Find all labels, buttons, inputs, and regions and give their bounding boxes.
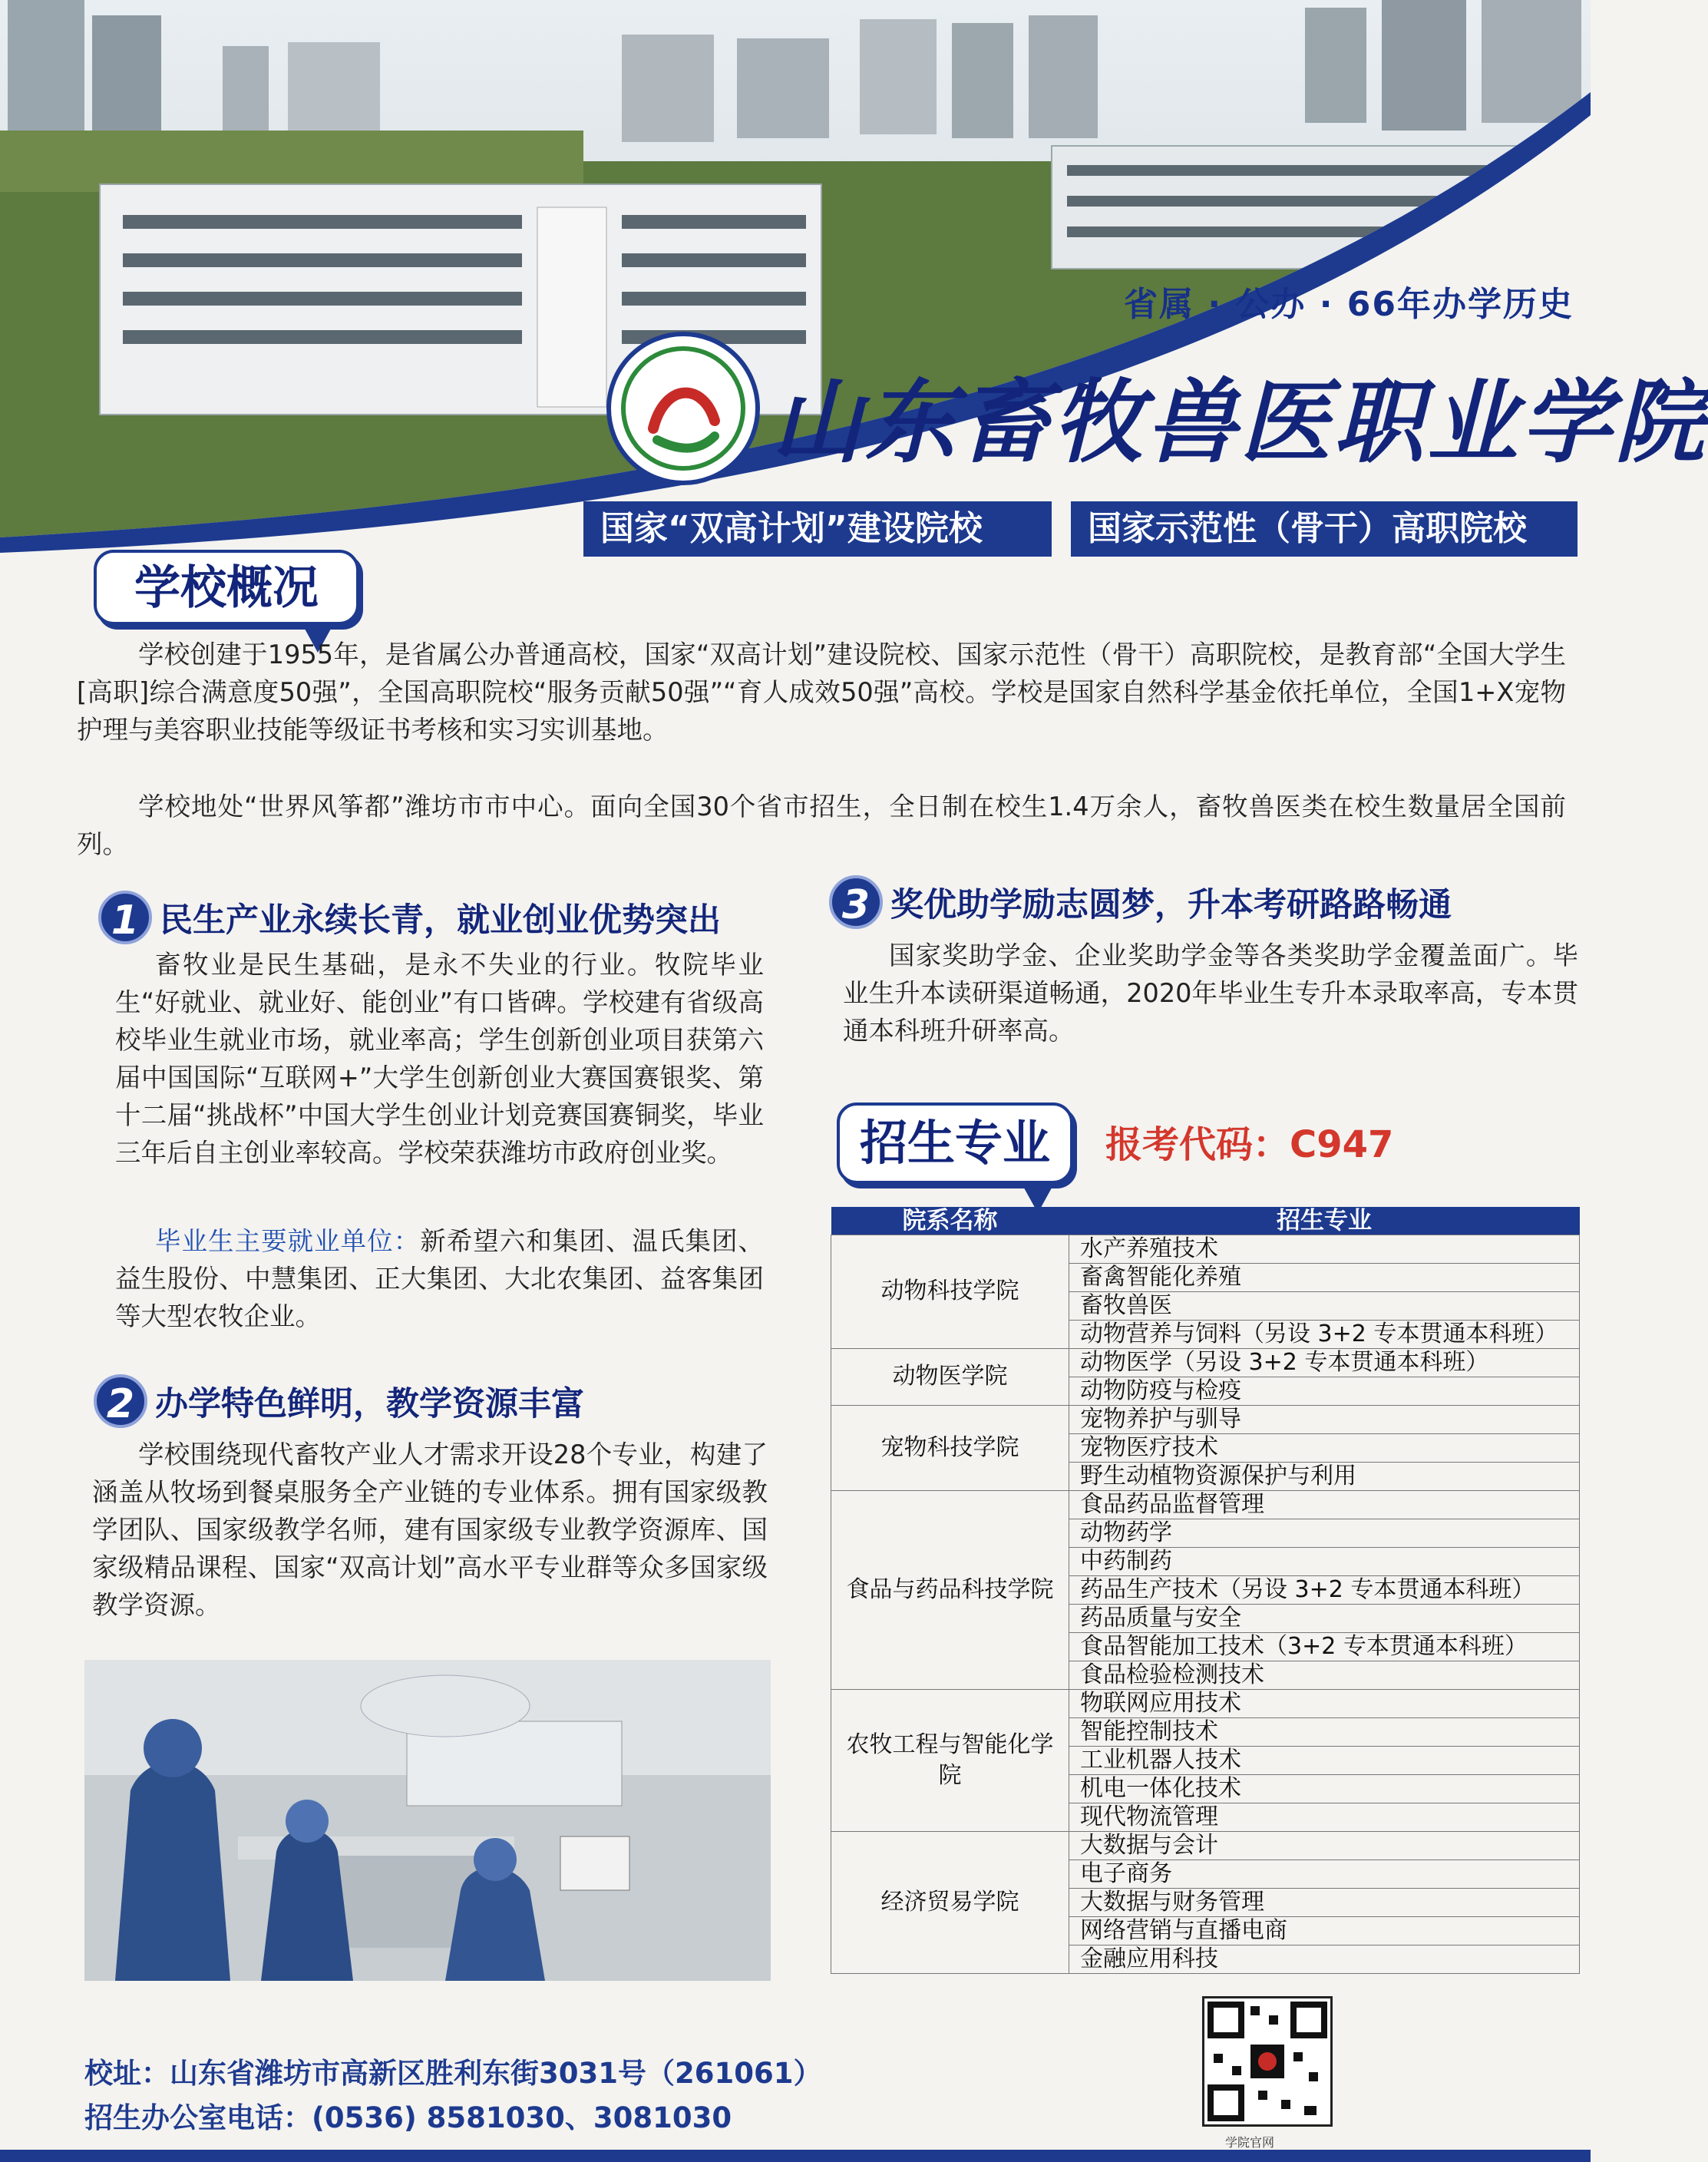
section-3-title: 奖优助学励志圆梦，升本考研路路畅通 <box>890 885 1452 924</box>
section-2-title: 办学特色鲜明，教学资源丰富 <box>155 1384 584 1423</box>
dept-name-cell: 经济贸易学院 <box>831 1831 1069 1973</box>
major-cell: 药品质量与安全 <box>1069 1604 1580 1632</box>
dept-name-cell: 动物医学院 <box>831 1348 1069 1405</box>
major-cell: 宠物养护与驯导 <box>1069 1405 1580 1433</box>
slogan: 省属 · 公办 · 66年办学历史 <box>1124 285 1574 324</box>
section-3-body: 国家奖助学金、企业奖助学金等各类奖助学金覆盖面广。毕业生升本读研渠道畅通，2020年毕业生专升本录取率高，专本贯通本科班升研率高。 <box>843 941 1578 1046</box>
application-code: 报考代码：C947 <box>1105 1123 1394 1166</box>
column-header-major: 招生专业 <box>1069 1207 1580 1235</box>
major-cell: 畜牧兽医 <box>1069 1291 1580 1320</box>
employers-label: 毕业生主要就业单位： <box>155 1226 421 1256</box>
school-logo <box>606 332 760 485</box>
major-cell: 野生动植物资源保护与利用 <box>1069 1462 1580 1490</box>
dept-name-cell: 食品与药品科技学院 <box>831 1490 1069 1689</box>
major-cell: 工业机器人技术 <box>1069 1746 1580 1774</box>
qr-label: 学院官网 <box>1225 2135 1275 2150</box>
table-header <box>831 1207 1580 1235</box>
major-cell: 食品智能加工技术（3+2 专本贯通本科班） <box>1069 1632 1580 1661</box>
surgery-photo <box>84 1660 771 1981</box>
section-2-body: 学校围绕现代畜牧产业人才需求开设28个专业，构建了涵盖从牧场到餐桌服务全产业链的专业体系。拥有国家级教学团队、国家级教学名师，建有国家级专业教学资源库、国家级精品课程、国家“双高计划”高水平专业群等众多国家级教学资源。 <box>92 1440 768 1620</box>
major-cell: 食品药品监督管理 <box>1069 1490 1580 1519</box>
section-1-heading <box>98 891 721 944</box>
major-cell: 水产养殖技术 <box>1069 1235 1580 1263</box>
section-1-employers <box>115 1222 764 1335</box>
number-2-icon: 2 <box>94 1374 147 1428</box>
major-cell: 动物防疫与检疫 <box>1069 1377 1580 1405</box>
major-cell: 中药制药 <box>1069 1547 1580 1575</box>
major-cell: 药品生产技术（另设 3+2 专本贯通本科班） <box>1069 1575 1580 1604</box>
table-row <box>831 1689 1580 1717</box>
major-cell: 动物营养与饲料（另设 3+2 专本贯通本科班） <box>1069 1320 1580 1348</box>
admissions-phone: 招生办公室电话：(0536) 8581030、3081030 <box>84 2101 732 2134</box>
majors-table <box>831 1207 1580 1974</box>
major-cell: 机电一体化技术 <box>1069 1774 1580 1803</box>
qr-code-icon <box>1202 1996 1333 2127</box>
table-row <box>831 1831 1580 1860</box>
major-cell: 食品检验检测技术 <box>1069 1661 1580 1689</box>
major-cell: 物联网应用技术 <box>1069 1689 1580 1717</box>
major-cell: 智能控制技术 <box>1069 1717 1580 1746</box>
major-cell: 宠物医疗技术 <box>1069 1433 1580 1462</box>
table-row <box>831 1405 1580 1433</box>
badge-double-high: 国家“双高计划”建设院校 <box>583 501 1052 557</box>
section-1-body: 畜牧业是民生基础，是永不失业的行业。牧院毕业生“好就业、就业好、能创业”有口皆碑。学校建有省级高校毕业生就业市场，就业率高；学生创新创业项目获第六届中国国际“互联网+”大学生创新创业大赛国赛银奖、第十二届“挑战杯”中国大学生创业计划竞赛国赛铜奖，毕业三年后自主创业率较高。学校荣获潍坊市政府创业奖。 <box>115 950 764 1168</box>
dept-name-cell: 农牧工程与智能化学院 <box>831 1689 1069 1831</box>
major-cell: 动物药学 <box>1069 1519 1580 1547</box>
major-cell: 大数据与会计 <box>1069 1831 1580 1860</box>
major-cell: 电子商务 <box>1069 1860 1580 1888</box>
section-2-heading <box>94 1374 584 1428</box>
table-row <box>831 1490 1580 1519</box>
table-row <box>831 1348 1580 1377</box>
number-1-icon: 1 <box>98 891 152 944</box>
dept-name-cell: 动物科技学院 <box>831 1235 1069 1348</box>
bottom-strip <box>0 2150 1591 2162</box>
number-3-icon: 3 <box>829 875 883 929</box>
address: 校址：山东省潍坊市高新区胜利东街3031号（261061） <box>84 2057 822 2090</box>
section-1-title: 民生产业永续长青，就业创业优势突出 <box>160 901 721 940</box>
school-name: 山东畜牧兽医职业学院 <box>771 369 1708 475</box>
major-cell: 动物医学（另设 3+2 专本贯通本科班） <box>1069 1348 1580 1377</box>
column-header-dept: 院系名称 <box>831 1207 1069 1235</box>
employers-list: 新希望六和集团、温氏集团、益生股份、中慧集团、正大集团、大北农集团、益客集团等大型农牧企业。 <box>115 1226 765 1331</box>
table-row <box>831 1235 1580 1263</box>
section-3-heading <box>829 875 1452 929</box>
badge-demonstration: 国家示范性（骨干）高职院校 <box>1071 501 1578 557</box>
major-cell: 网络营销与直播电商 <box>1069 1916 1580 1945</box>
major-cell: 畜禽智能化养殖 <box>1069 1263 1580 1291</box>
major-cell: 现代物流管理 <box>1069 1803 1580 1831</box>
overview-paragraph-1: 学校创建于1955年，是省属公办普通高校，国家“双高计划”建设院校、国家示范性（骨干）高职院校，是教育部“全国大学生[高职]综合满意度50强”，全国高职院校“服务贡献50强”“育人成效50强”高校。学校是国家自然科学基金依托单位，全国1+X宠物护理与美容职业技能等级证书考核和实习实训基地。 <box>77 640 1566 745</box>
major-cell: 大数据与财务管理 <box>1069 1888 1580 1916</box>
overview-paragraph-2: 学校地处“世界风筝都”潍坊市市中心。面向全国30个省市招生，全日制在校生1.4万余人，畜牧兽医类在校生数量居全国前列。 <box>77 792 1566 859</box>
enrollment-title: 招生专业 <box>837 1102 1073 1184</box>
overview-title: 学校概况 <box>94 550 359 625</box>
major-cell: 金融应用科技 <box>1069 1945 1580 1973</box>
dept-name-cell: 宠物科技学院 <box>831 1405 1069 1490</box>
